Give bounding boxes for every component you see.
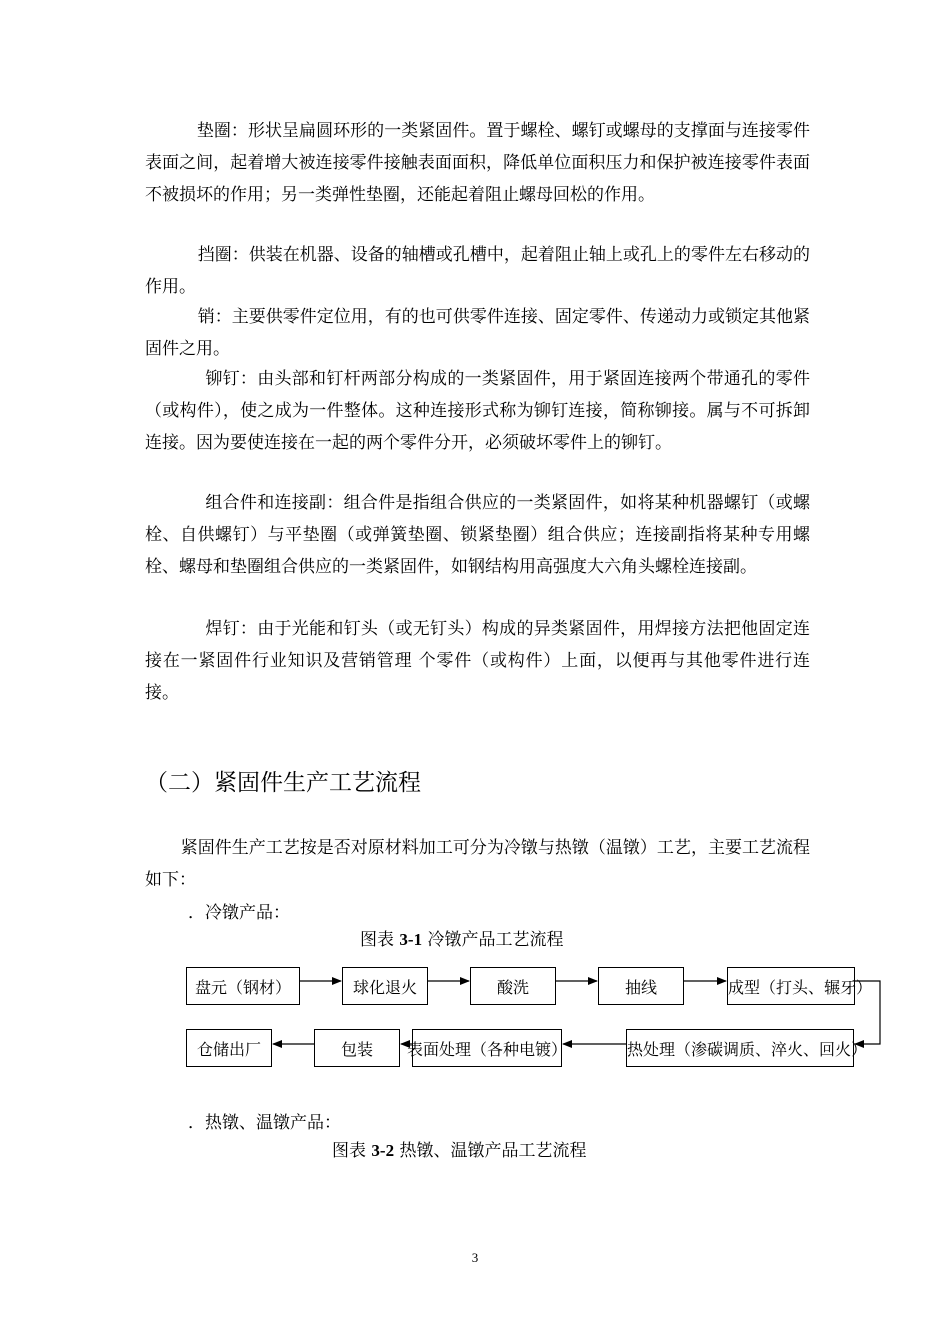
flow-step-packaging: 包装 bbox=[314, 1029, 400, 1067]
flow-step-heat-treatment: 热处理（渗碳调质、淬火、回火） bbox=[626, 1029, 854, 1067]
figure-caption-2 bbox=[332, 1139, 586, 1163]
flow-step-surface-treatment: 表面处理（各种电镀） bbox=[412, 1029, 562, 1067]
paragraph-assembly: 组合件和连接副：组合件是指组合供应的一类紧固件，如将某种机器螺钉（或螺栓、自供螺钉）与平垫圈（或弹簧垫圈、锁紧垫圈）组合供应；连接副指将某种专用螺栓、螺母和垫圈组合供应的一类紧固件，如钢结构用高强度大六角头螺栓连接副。 bbox=[145, 493, 810, 577]
bullet-hot-heading: ．热镦、温镦产品： bbox=[188, 1113, 341, 1133]
paragraph-washer: 垫圈：形状呈扁圆环形的一类紧固件。置于螺栓、螺钉或螺母的支撑面与连接零件表面之间，起着增大被连接零件接触表面面积，降低单位面积压力和保护被连接零件表面不被损坏的作用；另一类弹性垫圈，还能起着阻止螺母回松的作用。 bbox=[145, 121, 810, 205]
paragraph-weld-stud: 焊钉：由于光能和钉头（或无钉头）构成的异类紧固件，用焊接方法把他固定连接在一紧固件行业知识及营销管理 个零件（或构件）上面，以便再与其他零件进行连接。 bbox=[145, 619, 810, 703]
page-number: 3 bbox=[471, 1250, 479, 1265]
section-heading: （二）紧固件生产工艺流程 bbox=[145, 770, 421, 796]
caption-2-prefix: 图表 bbox=[332, 1141, 372, 1161]
flow-step-warehouse: 仓储出厂 bbox=[186, 1029, 272, 1067]
flow-step-wire-drawing: 抽线 bbox=[598, 967, 684, 1005]
caption-1-text: 冷镦产品工艺流程 bbox=[422, 930, 564, 950]
flow-step-spheroidize-anneal: 球化退火 bbox=[342, 967, 428, 1005]
paragraph-retaining-ring: 挡圈：供装在机器、设备的轴槽或孔槽中，起着阻止轴上或孔上的零件左右移动的作用。 bbox=[145, 245, 810, 297]
bullet-cold-heading: ．冷镦产品： bbox=[188, 903, 290, 923]
caption-2-number: 3-2 bbox=[371, 1141, 395, 1160]
caption-2-text: 热镦、温镦产品工艺流程 bbox=[394, 1141, 587, 1161]
figure-caption-1 bbox=[360, 928, 563, 952]
flow-step-wire-rod: 盘元（钢材） bbox=[186, 967, 300, 1005]
flow-step-pickling: 酸洗 bbox=[470, 967, 556, 1005]
flow-step-forming: 成型（打头、辗牙） bbox=[727, 967, 855, 1005]
caption-1-prefix: 图表 bbox=[360, 930, 400, 950]
paragraph-pin: 销：主要供零件定位用，有的也可供零件连接、固定零件、传递动力或锁定其他紧固件之用。 bbox=[145, 307, 810, 359]
paragraph-rivet: 铆钉：由头部和钉杆两部分构成的一类紧固件，用于紧固连接两个带通孔的零件（或构件），使之成为一件整体。这种连接形式称为铆钉连接，简称铆接。属与不可拆卸连接。因为要使连接在一起的两个零件分开，必须破坏零件上的铆钉。 bbox=[145, 369, 810, 453]
caption-1-number: 3-1 bbox=[399, 930, 423, 949]
paragraph-intro: 紧固件生产工艺按是否对原材料加工可分为冷镦与热镦（温镦）工艺，主要工艺流程如下： bbox=[145, 838, 810, 890]
